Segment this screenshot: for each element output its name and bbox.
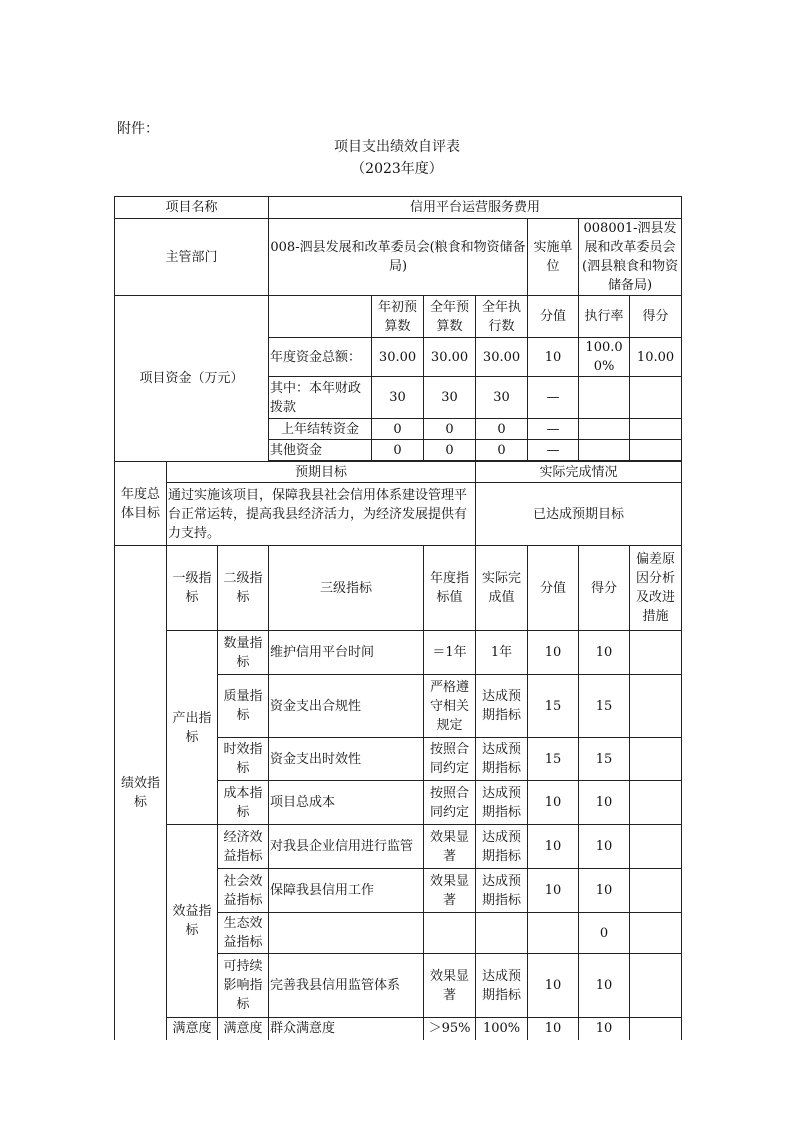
row-project-name xyxy=(115,197,682,219)
perf-header: 一级指标 xyxy=(167,546,218,631)
score-cell: 10 xyxy=(528,1018,579,1040)
note-cell xyxy=(630,913,682,954)
funds-row-name: 其他资金 xyxy=(269,440,372,461)
note-cell xyxy=(630,738,682,781)
page-title: 项目支出绩效自评表 xyxy=(334,139,460,155)
target-cell: 严格遵守相关规定 xyxy=(424,675,476,738)
actual-cell: 达成预期指标 xyxy=(476,954,528,1018)
note-cell xyxy=(630,1018,682,1040)
note-cell xyxy=(630,954,682,1018)
score-cell: 15 xyxy=(528,675,579,738)
annual-goal-label: 年度总体目标 xyxy=(115,462,167,546)
score-cell xyxy=(528,913,579,954)
got-cell: 15 xyxy=(579,675,630,738)
funds-cell: 30.00 xyxy=(476,338,528,377)
score-cell: 15 xyxy=(528,738,579,781)
table-row xyxy=(115,631,682,675)
got-cell: 10 xyxy=(579,869,630,913)
table-row xyxy=(115,1018,682,1040)
funds-cell xyxy=(630,440,682,461)
funds-header: 执行率 xyxy=(579,296,630,338)
funds-cell: 0 xyxy=(424,440,476,461)
funds-row-name: 上年结转资金 xyxy=(269,419,372,440)
row-goal-header xyxy=(115,462,682,483)
table-row xyxy=(115,825,682,869)
got-cell: 0 xyxy=(579,913,630,954)
funds-cell: 100.00% xyxy=(579,338,630,377)
target-cell: 按照合同约定 xyxy=(424,781,476,825)
funds-header: 全年预算数 xyxy=(424,296,476,338)
level3-cell: 资金支出时效性 xyxy=(269,738,424,781)
perf-header: 三级指标 xyxy=(269,546,424,631)
funds-row-name: 其中：本年财政拨款 xyxy=(269,377,372,419)
note-cell xyxy=(630,869,682,913)
project-name-label: 项目名称 xyxy=(115,197,269,219)
level2-cell: 数量指标 xyxy=(218,631,269,675)
level3-cell: 对我县企业信用进行监管 xyxy=(269,825,424,869)
funds-cell: 10 xyxy=(528,338,579,377)
funds-row-name: 年度资金总额： xyxy=(269,338,372,377)
row-performance-header xyxy=(115,546,682,631)
actual-cell xyxy=(476,913,528,954)
level3-cell: 群众满意度 xyxy=(269,1018,424,1040)
perf-header: 分值 xyxy=(528,546,579,631)
expected-goal-label: 预期目标 xyxy=(167,462,476,483)
got-cell: 10 xyxy=(579,825,630,869)
actual-cell: 达成预期指标 xyxy=(476,738,528,781)
level2-cell: 生态效益指标 xyxy=(218,913,269,954)
funds-cell: 30 xyxy=(424,377,476,419)
target-cell xyxy=(424,913,476,954)
level3-cell: 保障我县信用工作 xyxy=(269,869,424,913)
funds-header-blank xyxy=(269,296,372,338)
funds-cell xyxy=(630,377,682,419)
funds-cell: 0 xyxy=(476,440,528,461)
funds-label: 项目资金（万元） xyxy=(115,296,269,462)
actual-cell: 100% xyxy=(476,1018,528,1040)
perf-header: 二级指标 xyxy=(218,546,269,631)
funds-header: 分值 xyxy=(528,296,579,338)
row-funds-header xyxy=(115,296,682,338)
funds-cell: 0 xyxy=(476,419,528,440)
funds-cell: 30 xyxy=(476,377,528,419)
level1-satisfaction: 满意度 xyxy=(167,1018,218,1040)
page-subtitle-year: （2023年度） xyxy=(351,161,443,177)
dept-value: 008-泗县发展和改革委员会(粮食和物资储备局) xyxy=(269,219,528,296)
funds-cell xyxy=(579,419,630,440)
self-evaluation-table xyxy=(114,196,682,1040)
score-cell: 10 xyxy=(528,869,579,913)
actual-cell: 达成预期指标 xyxy=(476,781,528,825)
score-cell: 10 xyxy=(528,631,579,675)
level1-output: 产出指标 xyxy=(167,631,218,825)
funds-cell: — xyxy=(528,377,579,419)
funds-header: 全年执行数 xyxy=(476,296,528,338)
level1-benefit: 效益指标 xyxy=(167,825,218,1018)
funds-header: 得分 xyxy=(630,296,682,338)
row-department xyxy=(115,219,682,296)
note-cell xyxy=(630,781,682,825)
actual-cell: 达成预期指标 xyxy=(476,825,528,869)
note-cell xyxy=(630,631,682,675)
perf-header: 实际完成值 xyxy=(476,546,528,631)
level2-cell: 成本指标 xyxy=(218,781,269,825)
funds-cell: 0 xyxy=(372,440,424,461)
target-cell: 效果显著 xyxy=(424,954,476,1018)
perf-header: 年度指标值 xyxy=(424,546,476,631)
note-cell xyxy=(630,825,682,869)
actual-completion-text: 已达成预期目标 xyxy=(476,483,682,546)
attachment-label: 附件： xyxy=(117,121,159,137)
funds-cell: 0 xyxy=(424,419,476,440)
row-goal-content xyxy=(115,483,682,546)
target-cell: 按照合同约定 xyxy=(424,738,476,781)
perf-header: 偏差原因分析及改进措施 xyxy=(630,546,682,631)
funds-cell xyxy=(579,377,630,419)
level2-cell: 经济效益指标 xyxy=(218,825,269,869)
funds-cell: 30.00 xyxy=(372,338,424,377)
dept-label: 主管部门 xyxy=(115,219,269,296)
got-cell: 10 xyxy=(579,954,630,1018)
got-cell: 15 xyxy=(579,738,630,781)
target-cell: ＞95% xyxy=(424,1018,476,1040)
actual-cell: 1年 xyxy=(476,631,528,675)
target-cell: ＝1年 xyxy=(424,631,476,675)
got-cell: 10 xyxy=(579,631,630,675)
got-cell: 10 xyxy=(579,1018,630,1040)
level3-cell: 维护信用平台时间 xyxy=(269,631,424,675)
funds-header: 年初预算数 xyxy=(372,296,424,338)
level3-cell xyxy=(269,913,424,954)
level2-cell: 社会效益指标 xyxy=(218,869,269,913)
level3-cell: 完善我县信用监管体系 xyxy=(269,954,424,1018)
level2-cell: 时效指标 xyxy=(218,738,269,781)
expected-goal-text: 通过实施该项目，保障我县社会信用体系建设管理平台正常运转，提高我县经济活力，为经济发展提供有力支持。 xyxy=(167,483,476,546)
level3-cell: 项目总成本 xyxy=(269,781,424,825)
score-cell: 10 xyxy=(528,825,579,869)
funds-cell: 10.00 xyxy=(630,338,682,377)
funds-cell xyxy=(630,419,682,440)
funds-cell: 30 xyxy=(372,377,424,419)
level2-cell: 质量指标 xyxy=(218,675,269,738)
level3-cell: 资金支出合规性 xyxy=(269,675,424,738)
level2-cell: 满意度 xyxy=(218,1018,269,1040)
funds-cell: 30.00 xyxy=(424,338,476,377)
got-cell: 10 xyxy=(579,781,630,825)
target-cell: 效果显著 xyxy=(424,869,476,913)
impl-unit-value: 008001-泗县发展和改革委员会(泗县粮食和物资储备局) xyxy=(579,219,682,296)
funds-cell xyxy=(579,440,630,461)
funds-cell: — xyxy=(528,440,579,461)
funds-cell: 0 xyxy=(372,419,424,440)
score-cell: 10 xyxy=(528,781,579,825)
actual-cell: 达成预期指标 xyxy=(476,869,528,913)
target-cell: 效果显著 xyxy=(424,825,476,869)
level2-cell: 可持续影响指标 xyxy=(218,954,269,1018)
performance-label: 绩效指标 xyxy=(115,546,167,1040)
impl-unit-label: 实施单位 xyxy=(528,219,579,296)
funds-cell: — xyxy=(528,419,579,440)
project-name-value: 信用平台运营服务费用 xyxy=(269,197,682,219)
note-cell xyxy=(630,675,682,738)
score-cell: 10 xyxy=(528,954,579,1018)
perf-header: 得分 xyxy=(579,546,630,631)
actual-cell: 达成预期指标 xyxy=(476,675,528,738)
actual-completion-label: 实际完成情况 xyxy=(476,462,682,483)
